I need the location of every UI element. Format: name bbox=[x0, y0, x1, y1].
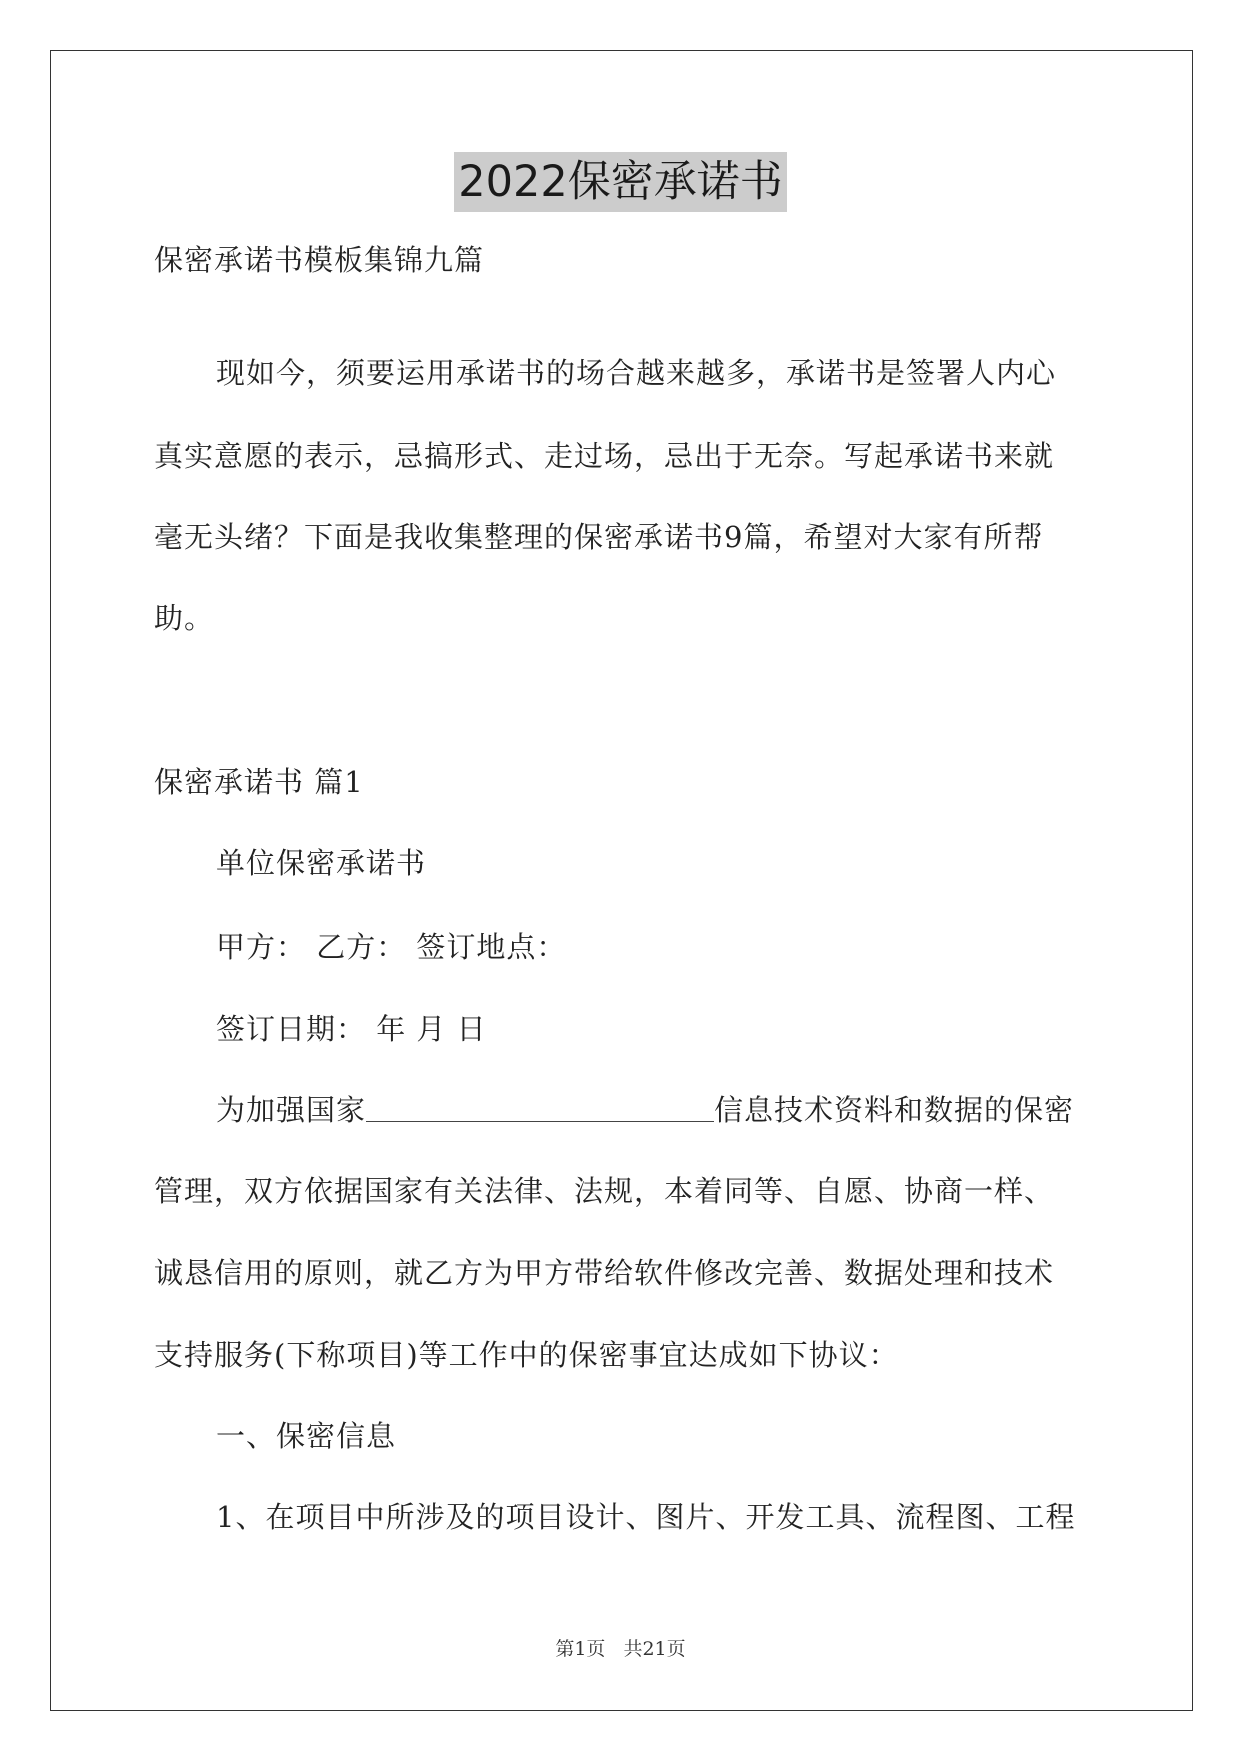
paragraph-line: 一、保密信息 bbox=[216, 1419, 397, 1453]
paragraph-line: 现如今，须要运用承诺书的场合越来越多，承诺书是签署人内心 bbox=[216, 356, 1057, 390]
page-number: 第1页 bbox=[555, 1638, 606, 1660]
paragraph-line: 支持服务(下称项目)等工作中的保密事宜达成如下协议： bbox=[154, 1338, 899, 1372]
paragraph-line: 签订日期： 年 月 日 bbox=[216, 1012, 487, 1046]
paragraph-line: 单位保密承诺书 bbox=[216, 846, 427, 880]
fill-in-blank bbox=[366, 1093, 714, 1122]
text-before-blank: 为加强国家 bbox=[216, 1093, 367, 1127]
document-title: 2022保密承诺书 bbox=[454, 152, 786, 212]
page-total: 共21页 bbox=[623, 1638, 686, 1660]
section-heading: 保密承诺书 篇1 bbox=[154, 765, 364, 799]
paragraph-line: 助。 bbox=[154, 601, 215, 635]
page-footer bbox=[0, 1634, 1241, 1661]
paragraph-line: 甲方： 乙方： 签订地点： bbox=[216, 930, 567, 964]
paragraph-line: 1、在项目中所涉及的项目设计、图片、开发工具、流程图、工程 bbox=[216, 1500, 1076, 1534]
subtitle: 保密承诺书模板集锦九篇 bbox=[154, 243, 485, 277]
title-container bbox=[0, 152, 1241, 212]
paragraph-line: 管理，双方依据国家有关法律、法规，本着同等、自愿、协商一样、 bbox=[154, 1174, 1055, 1208]
paragraph-line: 真实意愿的表示，忌搞形式、走过场，忌出于无奈。写起承诺书来就 bbox=[154, 439, 1055, 473]
paragraph-line-with-blank bbox=[216, 1090, 1094, 1130]
paragraph-line: 毫无头绪？下面是我收集整理的保密承诺书9篇，希望对大家有所帮 bbox=[154, 520, 1044, 554]
text-after-blank: 信息技术资料和数据的保密 bbox=[714, 1093, 1075, 1127]
paragraph-line: 诚恳信用的原则，就乙方为甲方带给软件修改完善、数据处理和技术 bbox=[154, 1256, 1055, 1290]
